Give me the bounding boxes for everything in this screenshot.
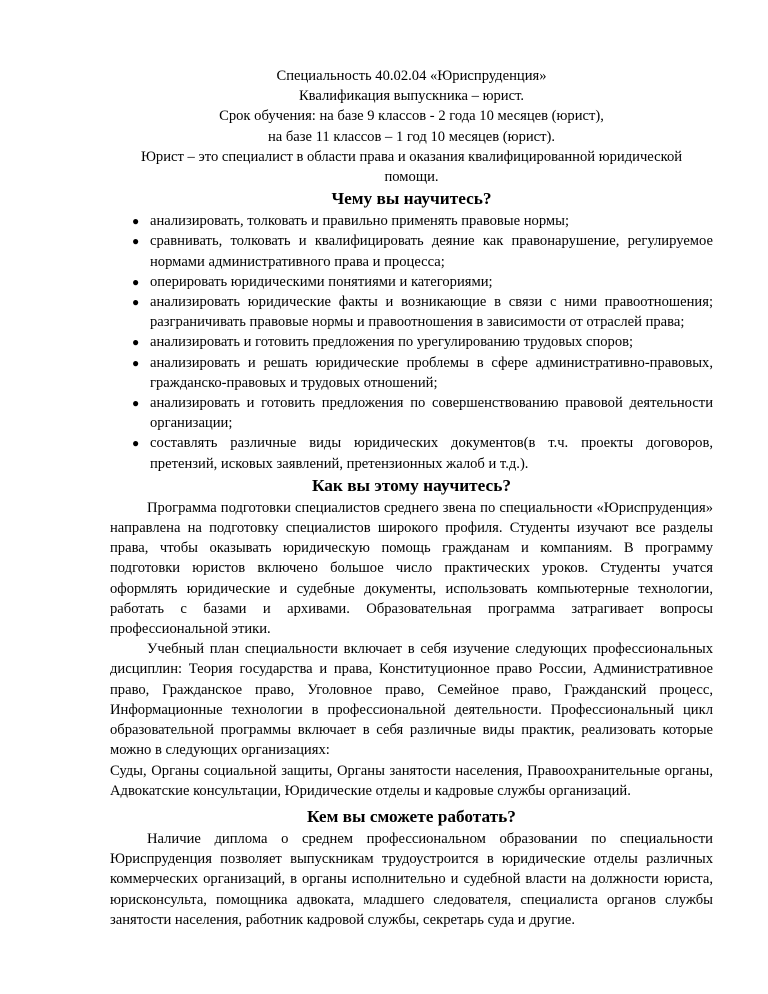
skills-list (110, 211, 713, 474)
list-item: ● оперировать юридическими понятиями и категориями; (110, 272, 713, 292)
study-period-11-line: на базе 11 классов – 1 год 10 месяцев (юрист). (267, 128, 556, 145)
program-description: Программа подготовки специалистов среднего звена по специальности «Юриспруденция» направлена на подготовку специалистов широкого профиля. Студенты изучают все разделы права, чтобы оказывать юридическую помощь гражданам и компаниям. В программу подготовки юристов включено большое число практических уроков. Студенты учатся оформлять юридические и судебные документы, использовать компьютерные технологии, работать с базами и архивами. Образовательная программа затрагивает вопросы профессиональной этики. (110, 499, 713, 638)
intro-block (110, 66, 713, 187)
section-heading-how-you-learn: Как вы этому научитесь? (311, 475, 512, 495)
bullet-icon: ● (132, 214, 140, 229)
list-item: ● составлять различные виды юридических документов(в т.ч. проекты договоров, претензий, исковых заявлений, претензионных жалоб и т.д.). (132, 435, 713, 472)
bullet-icon: ● (132, 295, 140, 310)
section-heading-what-you-learn: Чему вы научитесь? (331, 189, 492, 209)
section-heading-career: Кем вы сможете работать? (307, 806, 516, 826)
bullet-icon: ● (132, 355, 140, 370)
document-page (110, 66, 713, 930)
lawyer-definition: Юрист – это специалист в области права и оказания квалифицированной юридической помощи. (140, 148, 683, 186)
organizations-list: Суды, Органы социальной защиты, Органы занятости населения, Правоохранительные органы, Адвокатские консультации, Юридические отделы и кадровые службы организаций. (110, 762, 713, 799)
specialty-line: Специальность 40.02.04 «Юриспруденция» (276, 68, 547, 84)
study-period-9-line: Срок обучения: на базе 9 классов - 2 года 10 месяцев (юрист), (219, 108, 604, 125)
curriculum-description: Учебный план специальности включает в себя изучение следующих профессиональных дисциплин: Теория государства и права, Конституционное право России, Административное право, Гражданское право, Уголовное право, Семейное право, Гражданский процесс, Информационные технологии в профессиональной деятельности. Профессиональный цикл образовательной программы включает в себя различные виды практик, реализовать которые можно в следующих организациях: (110, 641, 713, 759)
list-item: ● анализировать, толковать и правильно применять правовые нормы; (110, 211, 713, 231)
list-item: ● анализировать и решать юридические проблемы в сфере административно-правовых, гражданско-правовых и трудовых отношений; (132, 354, 713, 391)
list-item: ● сравнивать, толковать и квалифицировать деяние как правонарушение, регулируемое нормами административного права и процесса; (132, 233, 713, 270)
bullet-icon: ● (132, 436, 140, 451)
career-description: Наличие диплома о среднем профессиональном образовании по специальности Юриспруденция позволяет выпускникам трудоустроится в юридические отделы различных коммерческих организаций, в органы исполнительно и судебной власти на должности юриста, юрисконсульта, помощника адвоката, младшего следователя, специалиста органов службы занятости населения, работник кадровой службы, секретарь суда и другие. (110, 830, 713, 928)
qualification-line: Квалификация выпускника – юрист. (298, 88, 525, 105)
bullet-icon: ● (132, 335, 140, 350)
bullet-icon: ● (132, 396, 140, 411)
list-item: ● анализировать юридические факты и возникающие в связи с ними правоотношения; разграничивать правовые нормы и правоотношения в зависимости от отраслей права; (132, 294, 713, 331)
bullet-icon: ● (132, 234, 140, 249)
bullet-icon: ● (132, 274, 140, 289)
list-item: ● анализировать и готовить предложения по урегулированию трудовых споров; (110, 332, 713, 352)
list-item: ● анализировать и готовить предложения по совершенствованию правовой деятельности организации; (132, 395, 713, 432)
